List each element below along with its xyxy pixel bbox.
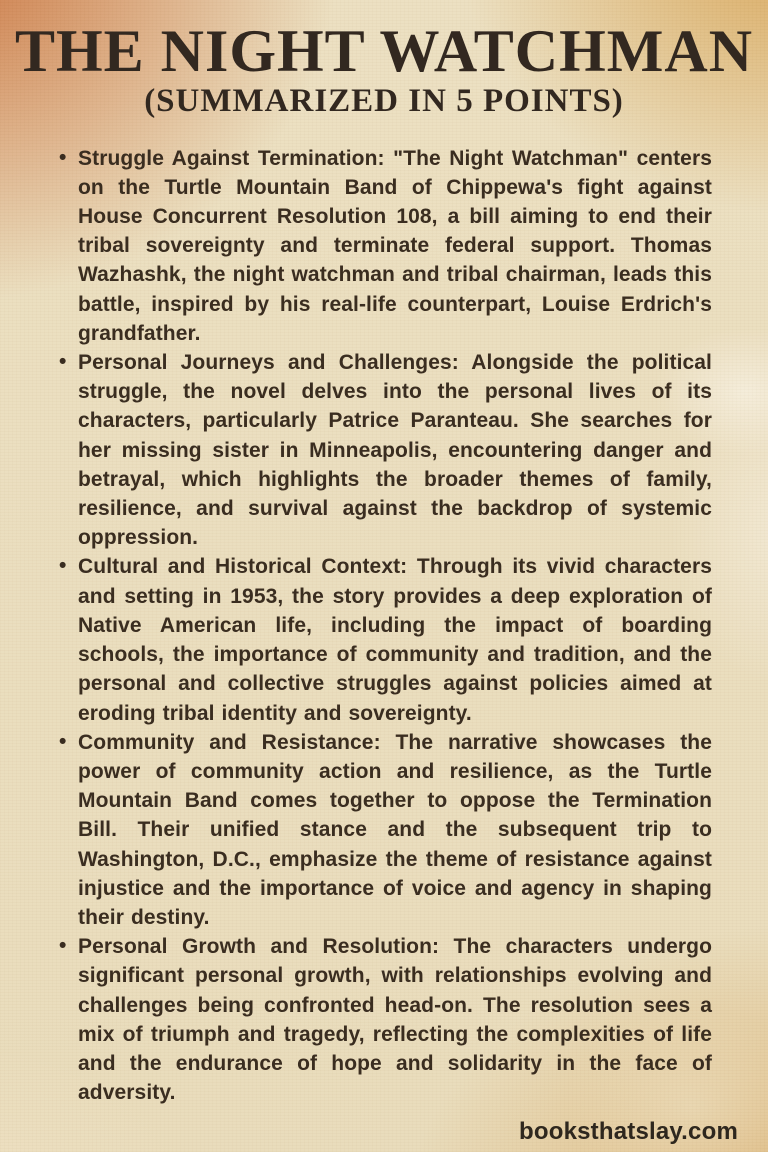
bullet-dot-icon: • [59,350,67,374]
summary-points-list [57,144,712,1108]
list-item [57,728,712,932]
bullet-dot-icon: • [59,934,67,958]
watermark-site-name: booksthatslay.com [518,1118,738,1145]
list-item [57,348,712,552]
bullet-dot-icon: • [59,729,67,753]
poster-subtitle: (SUMMARIZED IN 5 POINTS) [144,83,624,119]
bullet-dot-icon: • [59,145,67,169]
bullet-dot-icon: • [59,554,67,578]
summary-point-text: Community and Resistance: The narrative showcases the power of community action and resilience, as the Turtle Mountain Band comes together to oppose the Termination Bill. Their unified stance and the subsequent trip to Washington, D.C., emphasize the theme of resistance against injustice and the importance of voice and agency in shaping their destiny. [78,730,712,929]
poster-title: THE NIGHT WATCHMAN [14,18,754,84]
summary-point-text: Cultural and Historical Context: Through its vivid characters and setting in 1953, the story provides a deep exploration of Native American life, including the impact of boarding schools, the importance of community and tradition, and the personal and collective struggles against policies aimed at eroding tribal identity and sovereignty. [78,555,712,725]
summary-point-text: Personal Growth and Resolution: The characters undergo significant personal growth, with relationships evolving and challenges being confronted head-on. The resolution sees a mix of triumph and tragedy, reflecting the complexities of life and the endurance of hope and solidarity in the face of adversity. [78,935,712,1105]
summary-point-text: Personal Journeys and Challenges: Alongside the political struggle, the novel delves into the personal lives of its characters, particularly Patrice Paranteau. She searches for her missing sister in Minneapolis, encountering danger and betrayal, which highlights the broader themes of family, resilience, and survival against the backdrop of systemic oppression. [78,351,712,550]
list-item [57,932,712,1107]
list-item [57,144,712,348]
list-item [57,552,712,727]
summary-point-text: Struggle Against Termination: "The Night Watchman" centers on the Turtle Mountain Band of Chippewa's fight against House Concurrent Resolution 108, a bill aiming to end their tribal sovereignty and terminate federal support. Thomas Wazhashk, the night watchman and tribal chairman, leads this battle, inspired by his real-life counterpart, Louise Erdrich's grandfather. [78,146,712,345]
